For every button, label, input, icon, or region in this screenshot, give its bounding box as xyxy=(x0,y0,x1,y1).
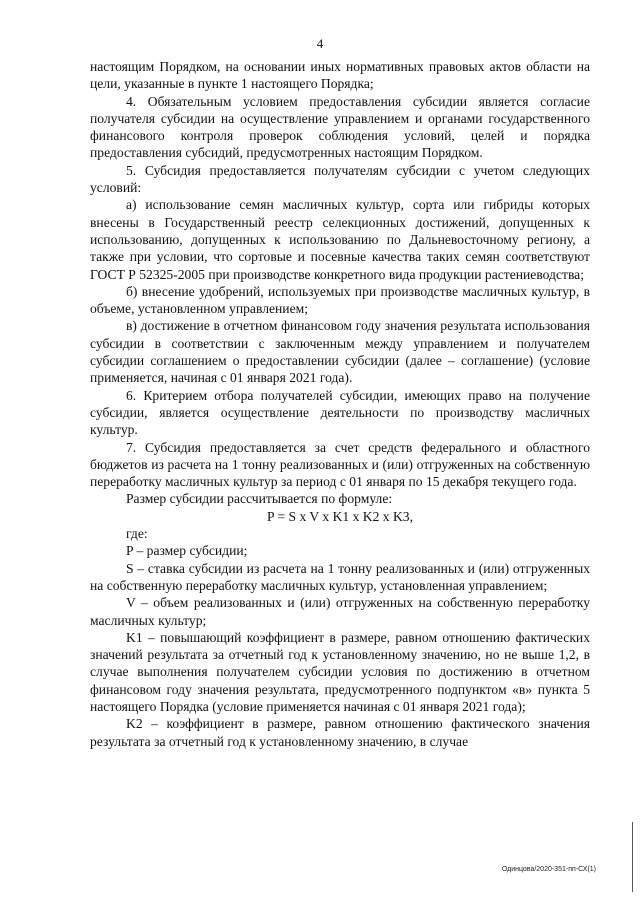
paragraph-continuation: настоящим Порядком, на основании иных нормативных правовых актов области на цели, указанные в пункте 1 настоящего Порядка; xyxy=(90,59,590,92)
paragraph-item-5: 5. Субсидия предоставляется получателям субсидии с учетом следующих условий: xyxy=(90,162,590,196)
definition-v: V – объем реализованных и (или) отгруженных на собственную переработку масличных культур; xyxy=(90,595,590,628)
paragraph-item-7: 7. Субсидия предоставляется за счет средств федерального и областного бюджетов из расчета на 1 тонну реализованных и (или) отгруженных на собственную переработку масличных культур за период с 01 января по 15 декабря текущего года. xyxy=(90,439,590,490)
paragraph-condition-c: в) достижение в отчетном финансовом году значения результата использования субсидии в соответствии с заключенным между управлением и получателем субсидии соглашением о предоставлении субсидии (далее – соглашение) (условие применяется, начиная с 01 января 2021 года). xyxy=(90,318,590,386)
paragraph-formula-intro: Размер субсидии рассчитывается по формуле: xyxy=(126,491,393,507)
formula: P = S x V x K1 x K2 x K3, xyxy=(266,508,414,524)
footer-file-id: Одинцова/2020-351-пп-СХ(1) xyxy=(501,866,596,873)
paragraph-condition-a: а) использование семян масличных культур, сорта или гибриды которых внесены в Государственный реестр селекционных достижений, допущенных к использованию, допущенных к использованию по Дальневосточному региону, а также при условии, что сортовые и посевные качества таких семян соответствуют ГОСТ Р 52325-2005 при производстве конкретного вида продукции растениеводства; xyxy=(90,197,590,282)
paragraph-item-6: 6. Критерием отбора получателей субсидии, имеющих право на получение субсидии, является осуществление деятельности по производству масличных культур. xyxy=(90,387,590,438)
definition-s: S – ставка субсидии из расчета на 1 тонну реализованных и (или) отгруженных на собственную переработку масличных культур, установленная управлением; xyxy=(90,560,590,593)
document-body xyxy=(90,58,590,750)
paragraph-condition-b: б) внесение удобрений, используемых при производстве масличных культур, в объеме, установленном управлением; xyxy=(90,283,590,317)
definition-p: P – размер субсидии; xyxy=(126,543,248,559)
paragraph-item-4: 4. Обязательным условием предоставления субсидии является согласие получателя субсидии на осуществление управлением и органами государственного финансового контроля проверок соблюдения условий, целей и порядка предоставления субсидий, предусмотренных настоящим Порядком. xyxy=(90,93,590,161)
definition-k1: K1 – повышающий коэффициент в размере, равном отношению фактических значений результата за отчетный год к установленному значению, но не выше 1,2, в случае выполнения получателем субсидии условия по достижению в отчетном финансовом году значения результата, предусмотренного подпунктом «в» пункта 5 настоящего Порядка (условие применяется начиная с 01 января 2021 года); xyxy=(90,629,590,714)
scan-margin-line xyxy=(632,822,633,892)
page-number: 4 xyxy=(316,36,324,51)
definition-k2: K2 – коэффициент в размере, равном отношению фактического значения результата за отчетный год к установленному значению, в случае xyxy=(90,716,590,749)
paragraph-where: где: xyxy=(126,526,148,542)
